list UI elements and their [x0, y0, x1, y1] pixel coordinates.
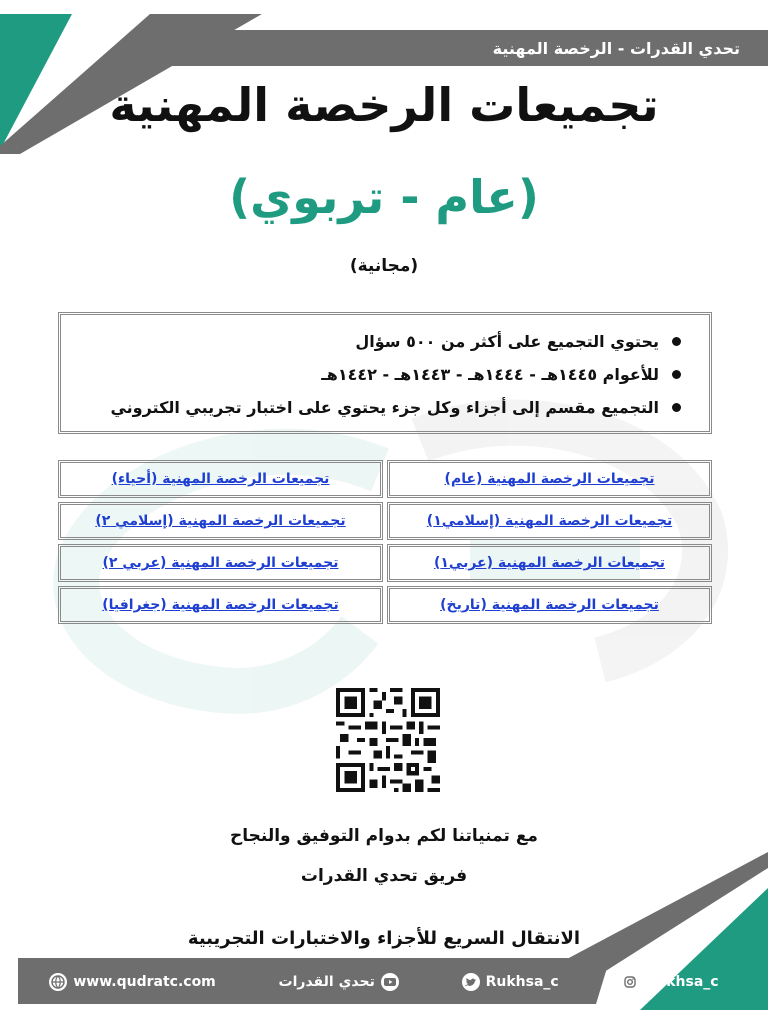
link-biology[interactable]: تجميعات الرخصة المهنية (أحياء)	[111, 471, 330, 487]
page-title: تجميعات الرخصة المهنية	[109, 78, 659, 132]
info-item: يحتوي التجميع على أكثر من ٥٠٠ سؤال	[89, 325, 681, 358]
qr-code[interactable]	[333, 688, 443, 792]
bullet-icon	[672, 337, 681, 346]
info-box	[58, 312, 712, 434]
page-subtitle: (عام - تربوي)	[229, 170, 539, 224]
youtube-text: تحدي القدرات	[278, 974, 375, 990]
link-history[interactable]: تجميعات الرخصة المهنية (تاريخ)	[440, 597, 659, 613]
footer-instagram[interactable]	[621, 973, 718, 991]
link-islamic-1[interactable]: تجميعات الرخصة المهنية (إسلامي١)	[426, 513, 673, 529]
footer-twitter[interactable]	[462, 973, 559, 991]
quick-nav-text: الانتقال السريع للأجزاء والاختبارات التجريبية	[187, 928, 581, 949]
closing-wish: مع تمنياتنا لكم بدوام التوفيق والنجاح	[230, 826, 538, 846]
link-arabic-2[interactable]: تجميعات الرخصة المهنية (عربي ٢)	[102, 555, 339, 571]
link-arabic-1[interactable]: تجميعات الرخصة المهنية (عربي١)	[433, 555, 666, 571]
link-cell	[58, 544, 383, 582]
link-cell	[387, 502, 712, 540]
youtube-icon	[381, 973, 399, 991]
footer-bar	[18, 962, 750, 1002]
link-cell	[58, 586, 383, 624]
globe-icon	[49, 973, 67, 991]
link-cell	[387, 460, 712, 498]
link-cell	[58, 502, 383, 540]
info-list	[89, 325, 681, 424]
header-breadcrumb: تحدي القدرات - الرخصة المهنية	[492, 38, 740, 58]
link-cell	[387, 586, 712, 624]
footer-youtube[interactable]	[279, 973, 399, 991]
link-islamic-2[interactable]: تجميعات الرخصة المهنية (إسلامي ٢)	[95, 513, 346, 529]
twitter-icon	[462, 973, 480, 991]
footer-website[interactable]	[49, 973, 215, 991]
twitter-text: Rukhsa_c	[485, 974, 559, 990]
link-geography[interactable]: تجميعات الرخصة المهنية (جغرافيا)	[102, 597, 339, 613]
website-text: www.qudratc.com	[73, 974, 216, 990]
instagram-icon	[621, 973, 639, 991]
bullet-icon	[672, 370, 681, 379]
link-cell	[387, 544, 712, 582]
closing-team: فريق تحدي القدرات	[300, 866, 468, 886]
link-cell	[58, 460, 383, 498]
info-item: للأعوام ١٤٤٥هـ - ١٤٤٤هـ - ١٤٤٣هـ - ١٤٤٢هـ	[89, 358, 681, 391]
link-general[interactable]: تجميعات الرخصة المهنية (عام)	[444, 471, 655, 487]
info-item: التجميع مقسم إلى أجزاء وكل جزء يحتوي على اختبار تجريبي الكتروني	[89, 391, 681, 424]
bullet-icon	[672, 403, 681, 412]
price-note: (مجانية)	[349, 256, 419, 276]
links-grid	[58, 460, 712, 624]
instagram-text: Rukhsa_c	[645, 974, 719, 990]
